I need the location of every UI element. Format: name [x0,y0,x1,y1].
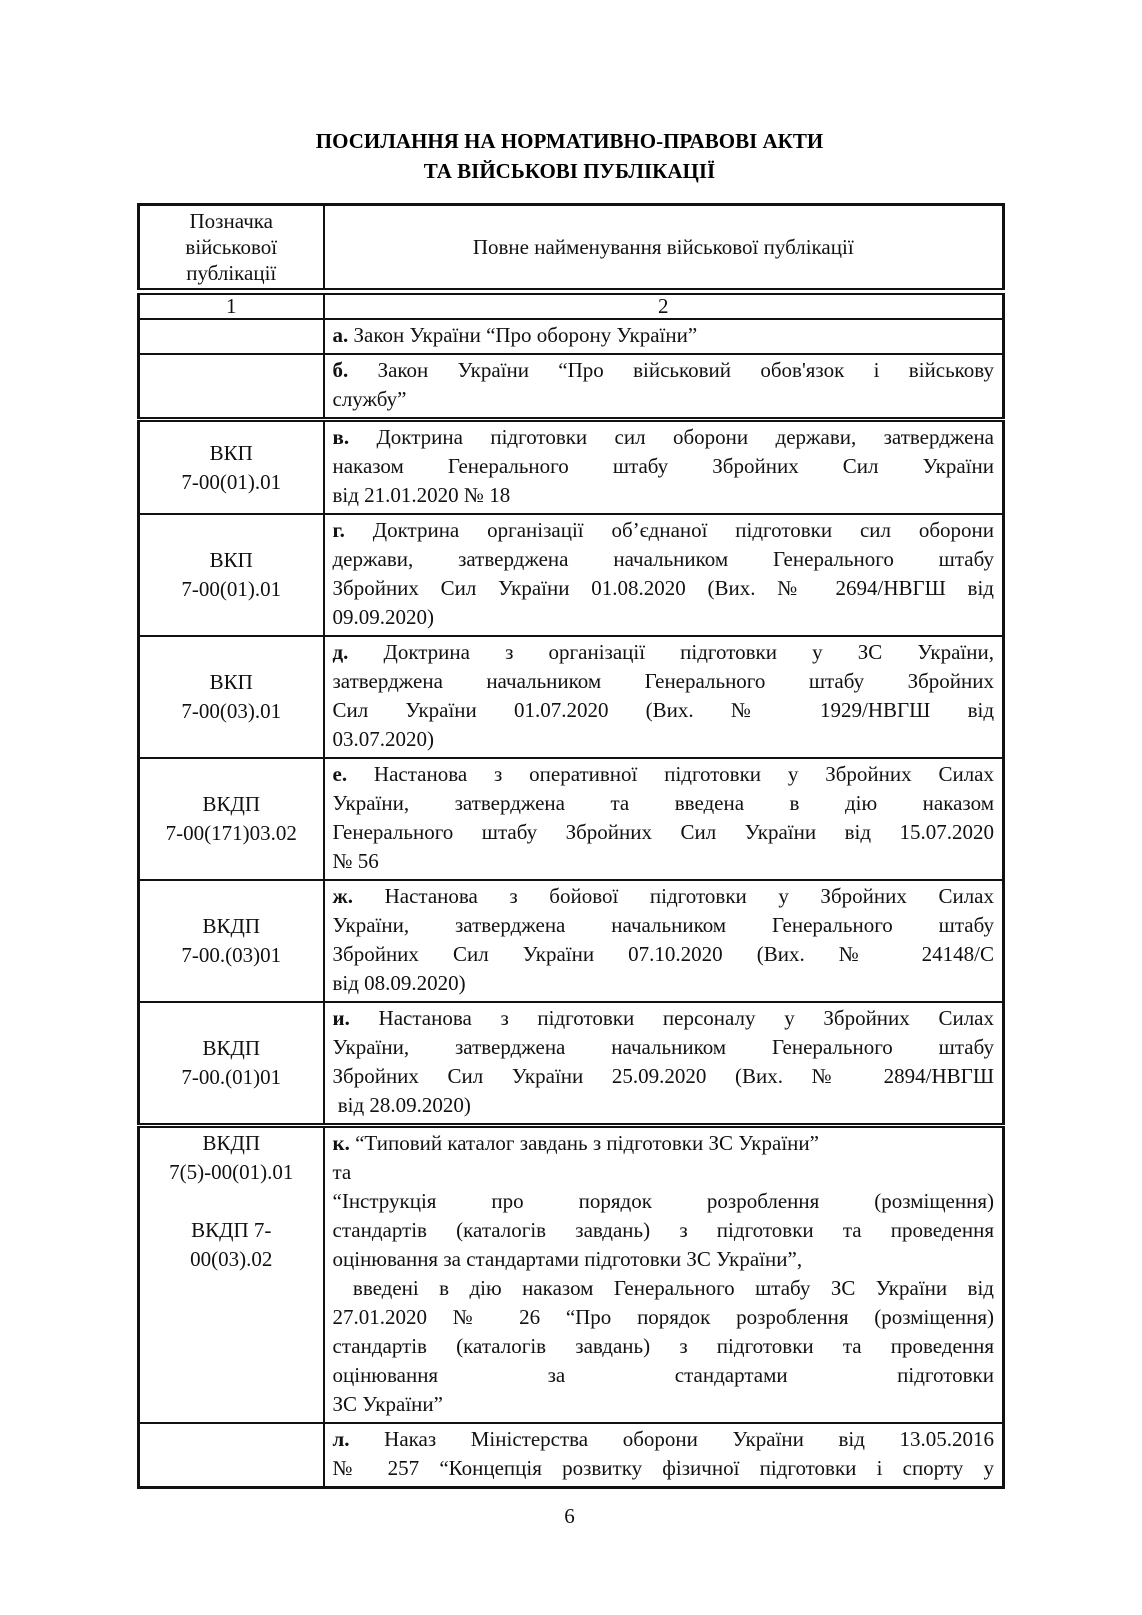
description-line: України, затверджена начальником Генерального штабу [332,1035,994,1059]
publication-code-line: 7-00(01).01 [181,577,282,601]
header-designation-line-3: публікації [186,261,277,285]
description-line: Збройних Сил України 25.09.2020 (Вих. № 2894/НВГШ [332,1064,994,1088]
description-line: л. Наказ Міністерства оборони України від 13.05.2016 [332,1427,994,1451]
publication-description-cell [324,354,1004,420]
publication-code-line: 00(03).02 [190,1247,273,1271]
item-letter: в. [332,425,350,449]
publication-code-cell [139,636,324,758]
description-line: Сил України 01.07.2020 (Вих. № 1929/НВГШ від [332,698,994,722]
table-row-л [139,1423,1004,1488]
publication-code-cell [139,319,324,354]
header-cell-designation [139,205,324,292]
page-title-line-1: ПОСИЛАННЯ НА НОРМАТИВНО-ПРАВОВІ АКТИ [315,129,824,153]
description-line: введені в дію наказом Генерального штабу ЗС України від [332,1276,994,1300]
item-letter: к. [332,1131,350,1155]
description-line: г. Доктрина організації об’єднаної підготовки сил оборони [332,518,995,542]
publication-code-line [142,1441,321,1470]
description-line: оцінювання за стандартами підготовки [332,1363,994,1387]
publication-code-line [142,1187,321,1216]
publication-code-line: ВКДП [202,1131,260,1155]
description-line: держави, затверджена начальником Генерального штабу [332,547,994,571]
description-line: ЗС України” [332,1392,443,1416]
description-line: затверджена начальником Генерального штабу Збройних [332,669,994,693]
description-line: “Інструкція про порядок розроблення (розміщення) [332,1189,994,1213]
table-row-б [139,354,1004,420]
description-line: 03.07.2020) [332,727,434,751]
item-letter: б. [332,358,349,382]
publication-description-cell [324,420,1004,515]
publication-code-cell [139,354,324,420]
column-number-2: 2 [324,292,1004,320]
column-number-1: 1 [139,292,324,320]
publication-code-line: ВКП [209,670,253,694]
column-number-row [139,292,1004,320]
publication-code-cell [139,880,324,1002]
description-line: е. Настанова з оперативної підготовки у Збройних Силах [332,762,995,786]
description-line: стандартів (каталогів завдань) з підготовки та проведення [332,1334,994,1358]
page-title-line-2: ТА ВІЙСЬКОВІ ПУБЛІКАЦІЇ [423,159,716,183]
description-line: и. Настанова з підготовки персоналу у Збройних Силах [332,1006,994,1030]
publication-code-line: ВКДП [202,1036,260,1060]
publication-code-cell [139,1002,324,1126]
description-line: 27.01.2020 № 26 “Про порядок розроблення (розміщення) [332,1305,994,1329]
description-line: 09.09.2020) [332,605,434,629]
publication-code-line: 7-00.(01)01 [181,1065,282,1089]
item-letter: е. [332,762,348,786]
description-line: службу” [332,387,407,411]
page-number: 6 [564,1504,575,1528]
publication-description-cell [324,636,1004,758]
publication-description-cell [324,758,1004,880]
publication-code-line: 7-00(03).01 [181,699,282,723]
header-designation-line-1: Позначка [189,209,273,233]
publication-code-line: 7-00(01).01 [181,469,282,494]
publication-code-cell [139,420,324,515]
publication-description-cell [324,319,1004,354]
description-line: та [332,1160,352,1184]
table-row-г [139,514,1004,636]
publication-code-line: ВКДП [202,914,260,938]
publication-code-line [142,372,321,401]
item-letter: л. [332,1427,350,1451]
publication-code-line: 7-00.(03)01 [181,943,282,967]
description-line: к. “Типовий каталог завдань з підготовки ЗС України” [332,1131,819,1155]
table-header-row [139,205,1004,292]
publication-description-cell [324,514,1004,636]
header-cell-full-name: Повне найменування військової публікації [324,205,1004,292]
publication-description-cell [324,880,1004,1002]
description-line: від 28.09.2020) [332,1093,471,1117]
description-line: Збройних Сил України 01.08.2020 (Вих. № 2694/НВГШ від [332,576,994,600]
description-line: № 56 [332,849,379,873]
description-line: Генерального штабу Збройних Сил України від 15.07.2020 [332,820,994,844]
table-row-и [139,1002,1004,1126]
publication-code-line: ВКП [209,548,253,572]
document-content [137,0,1002,1489]
description-line: стандартів (каталогів завдань) з підготовки та проведення [332,1218,994,1242]
publication-code-line [142,322,321,351]
header-designation-line-2: військової [185,235,278,259]
description-line: від 08.09.2020) [332,971,466,995]
description-line: № 257 “Концепція розвитку фізичної підготовки і спорту у [332,1456,994,1480]
publication-code-line: 7(5)-00(01).01 [169,1160,294,1184]
item-letter: и. [332,1006,350,1030]
publication-code-cell [139,1423,324,1488]
table-body [139,319,1004,1488]
publication-code-cell [139,1126,324,1424]
publication-description-cell [324,1423,1004,1488]
publications-table [137,203,1005,1489]
description-line: Збройних Сил України 07.10.2020 (Вих. № 24148/С [332,942,994,966]
page-title [137,126,1002,186]
publication-code-line: 7-00(171)03.02 [165,821,297,845]
publication-code-line: ВКДП [202,792,260,816]
description-line: оцінювання за стандартами підготовки ЗС України”, [332,1247,803,1271]
item-letter: а. [332,323,349,347]
description-line: ж. Настанова з бойової підготовки у Збройних Силах [332,884,994,908]
description-line: д. Доктрина з організації підготовки у ЗС України, [332,640,994,664]
description-line: б. Закон України “Про військовий обов'язок і військову [332,358,994,382]
description-line: від 21.01.2020 № 18 [332,483,511,507]
table-row-ж [139,880,1004,1002]
description-line: в. Доктрина підготовки сил оборони держави, затверджена [332,425,995,449]
table-row-к [139,1126,1004,1424]
publication-code-line: ВКДП 7- [191,1218,272,1242]
publication-code-line: ВКП [209,440,253,465]
table-row-в [139,420,1004,515]
item-letter: ж. [332,884,353,908]
description-line: України, затверджена та введена в дію наказом [332,791,994,815]
publication-code-cell [139,758,324,880]
description-line: а. Закон України “Про оборону України” [332,323,698,347]
table-row-а [139,319,1004,354]
description-line: наказом Генерального штабу Збройних Сил України [332,454,994,478]
item-letter: г. [332,518,345,542]
publication-code-cell [139,514,324,636]
table-row-е [139,758,1004,880]
table-row-д [139,636,1004,758]
item-letter: д. [332,640,349,664]
publication-description-cell [324,1002,1004,1126]
publication-description-cell [324,1126,1004,1424]
description-line: України, затверджена начальником Генерального штабу [332,913,994,937]
